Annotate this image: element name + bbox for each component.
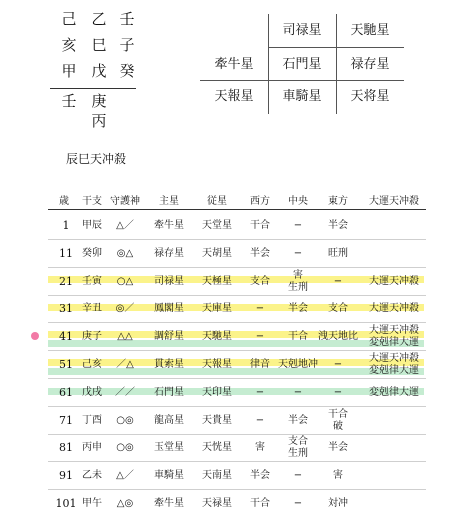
cell-kanshi: 戊戌 (82, 387, 102, 398)
cell-west: 半会 (250, 470, 270, 481)
cell-age: 31 (59, 302, 73, 315)
cell-sub-star: 天庫星 (202, 303, 232, 314)
pillar-row-3 (58, 60, 150, 82)
cell-age: 101 (55, 497, 77, 510)
cell-age: 81 (59, 441, 73, 454)
star-cell: 司禄星 (282, 23, 322, 38)
cell-sub-star: 天貴星 (202, 415, 232, 426)
cell-shugo: △／ (116, 470, 134, 481)
cell-shugo: △／ (116, 220, 134, 231)
table-row (0, 484, 462, 524)
cell-east: 半会 (328, 442, 348, 453)
cell-east: 支合 (328, 303, 348, 314)
cell-shugo: ◎／ (115, 303, 135, 314)
hidden-stem-cell: 壬 (61, 92, 77, 110)
star-cell: 石門星 (282, 57, 322, 72)
cell-kanshi: 癸卯 (82, 248, 102, 259)
cell-shugo: ／／ (115, 387, 135, 398)
header-kanshi: 干支 (82, 196, 102, 207)
cell-east: 洩天地比 (318, 331, 358, 342)
header-west: 西方 (250, 196, 270, 207)
header-sub: 従星 (207, 196, 227, 207)
grid-line (268, 14, 269, 114)
cell-center: 天剋地冲 (278, 359, 318, 370)
grid-line (200, 80, 404, 81)
cell-note: 大運天冲殺 (369, 353, 419, 364)
cell-kanshi: 辛丑 (82, 303, 102, 314)
pillar-cell: 甲 (61, 62, 77, 80)
cell-sub-star: 天報星 (202, 359, 232, 370)
cell-age: 11 (59, 247, 73, 260)
cell-shugo: ／△ (116, 359, 134, 370)
cell-sub-star: 天極星 (202, 276, 232, 287)
cell-sub-star: 天南星 (202, 470, 232, 481)
cell-note: 変剋律大運 (369, 365, 419, 376)
cell-main-star: 石門星 (154, 387, 184, 398)
hidden-stem-cell: 丙 (91, 112, 107, 130)
cell-sub-star: 天印星 (202, 387, 232, 398)
cell-west: − (255, 303, 265, 314)
cell-shugo: ◎△ (116, 248, 134, 259)
cell-main-star: 牽牛星 (154, 498, 184, 509)
cell-sub-star: 天禄星 (202, 498, 232, 509)
cell-age: 71 (59, 414, 73, 427)
cell-center: 害 生刑 (288, 270, 308, 293)
pillar-cell: 壬 (119, 10, 135, 28)
cell-center: − (293, 248, 303, 259)
pillar-cell: 乙 (91, 10, 107, 28)
cell-main-star: 貫索星 (154, 359, 184, 370)
cell-kanshi: 丁酉 (82, 415, 102, 426)
cell-note: 大運天冲殺 (369, 325, 419, 336)
pillar-cell: 子 (119, 36, 135, 54)
cell-west: − (255, 331, 265, 342)
cell-main-star: 調舒星 (154, 331, 184, 342)
cell-east: 旺刑 (328, 248, 348, 259)
cell-age: 61 (59, 386, 73, 399)
cell-kanshi: 庚子 (82, 331, 102, 342)
cell-note: 変剋律大運 (369, 387, 419, 398)
cell-kanshi: 甲辰 (82, 220, 102, 231)
star-cell: 天報星 (214, 89, 254, 104)
cell-center: 半会 (288, 415, 308, 426)
pillar-row-2 (58, 34, 150, 56)
pillar-row-1 (58, 8, 150, 30)
header-shugo: 守護神 (110, 196, 140, 207)
cell-east: 半会 (328, 220, 348, 231)
cell-shugo: △△ (117, 331, 133, 342)
cell-shugo: ○◎ (116, 442, 134, 453)
cell-center: 半会 (288, 303, 308, 314)
header-note: 大運天冲殺 (369, 196, 419, 207)
hidden-stem-cell: 庚 (91, 92, 107, 110)
cell-west: 律音 (250, 359, 270, 370)
cell-center: − (293, 220, 303, 231)
cell-east: 干合 破 (328, 409, 348, 432)
cell-main-star: 牽牛星 (154, 220, 184, 231)
cell-center: 支合 生刑 (288, 436, 308, 459)
cell-kanshi: 乙未 (82, 470, 102, 481)
cell-main-star: 司禄星 (154, 276, 184, 287)
header-east: 東方 (328, 196, 348, 207)
star-cell (200, 14, 268, 48)
pillar-cell: 癸 (119, 62, 135, 80)
cell-sub-star: 天恍星 (202, 442, 232, 453)
cell-west: 干合 (250, 220, 270, 231)
header-age: 歳 (59, 196, 69, 207)
cell-note: 大運天冲殺 (369, 276, 419, 287)
cell-age: 21 (59, 275, 73, 288)
cell-shugo: ○△ (116, 276, 134, 287)
pillar-cell: 巳 (91, 36, 107, 54)
cell-kanshi: 己亥 (82, 359, 102, 370)
pillar-cell: 己 (61, 10, 77, 28)
hidden-stem-row-1 (58, 90, 150, 112)
pillar-divider (50, 88, 136, 89)
cell-west: 干合 (250, 498, 270, 509)
cell-west: − (255, 415, 265, 426)
cell-kanshi: 甲午 (82, 498, 102, 509)
cell-west: 害 (255, 442, 265, 453)
cell-east: 対冲 (328, 498, 348, 509)
star-cell: 車騎星 (282, 89, 322, 104)
cell-center: 干合 (288, 331, 308, 342)
cell-age: 1 (62, 219, 70, 232)
cell-east: − (333, 276, 343, 287)
cell-center: − (293, 498, 303, 509)
header-center: 中央 (288, 196, 308, 207)
header-main: 主星 (159, 196, 179, 207)
cell-age: 91 (59, 469, 73, 482)
cell-west: 支合 (250, 276, 270, 287)
star-cell: 禄存星 (350, 57, 390, 72)
star-cell: 天馳星 (350, 23, 390, 38)
cell-shugo: ○◎ (116, 415, 134, 426)
cell-east: 害 (333, 470, 343, 481)
cell-center: − (293, 387, 303, 398)
cell-main-star: 鳳閣星 (154, 303, 184, 314)
cell-main-star: 玉堂星 (154, 442, 184, 453)
cell-note: 大運天冲殺 (369, 303, 419, 314)
cell-note: 変剋律大運 (369, 337, 419, 348)
cell-center: − (293, 470, 303, 481)
cell-main-star: 車騎星 (154, 470, 184, 481)
star-cell: 天将星 (350, 89, 390, 104)
cell-west: 半会 (250, 248, 270, 259)
cell-sub-star: 天堂星 (202, 220, 232, 231)
cell-kanshi: 壬寅 (82, 276, 102, 287)
cell-main-star: 禄存星 (154, 248, 184, 259)
tenchusatsu-label: 辰巳天冲殺 (66, 152, 127, 166)
cell-east: − (333, 359, 343, 370)
cell-sub-star: 天胡星 (202, 248, 232, 259)
star-cell: 牽牛星 (214, 57, 254, 72)
cell-shugo: △◎ (116, 498, 134, 509)
hidden-stem-row-2 (58, 110, 150, 132)
grid-line (336, 14, 337, 114)
cell-sub-star: 天馳星 (202, 331, 232, 342)
cell-east: − (333, 387, 343, 398)
pillar-cell: 亥 (61, 36, 77, 54)
pillar-cell: 戊 (91, 62, 107, 80)
cell-main-star: 龍高星 (154, 415, 184, 426)
cell-age: 51 (59, 358, 73, 371)
cell-kanshi: 丙申 (82, 442, 102, 453)
cell-west: − (255, 387, 265, 398)
cell-age: 41 (59, 330, 73, 343)
